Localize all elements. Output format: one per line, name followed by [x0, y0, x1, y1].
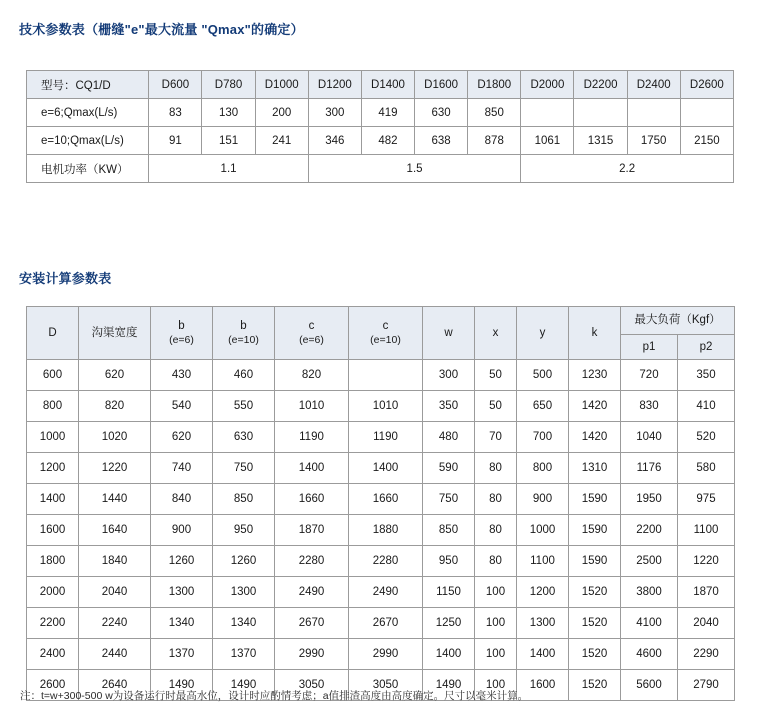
table-row [27, 422, 735, 453]
cell: 1870 [275, 515, 349, 546]
cell: 1200 [517, 577, 569, 608]
cell: 850 [213, 484, 275, 515]
cell: 2990 [275, 639, 349, 670]
header-d1800: D1800 [468, 71, 521, 99]
cell [574, 99, 627, 127]
cell: 1520 [569, 577, 621, 608]
cell: 1400 [517, 639, 569, 670]
cell: 820 [79, 391, 151, 422]
cell: 1150 [423, 577, 475, 608]
power-group-3: 2.2 [521, 155, 734, 183]
header-d2200: D2200 [574, 71, 627, 99]
cell: 1190 [349, 422, 423, 453]
cell: 630 [415, 99, 468, 127]
power-group-2: 1.5 [308, 155, 521, 183]
cell: 1520 [569, 639, 621, 670]
cell: 900 [151, 515, 213, 546]
cell: 2500 [621, 546, 678, 577]
table-row [27, 546, 735, 577]
table-row-power [27, 155, 734, 183]
cell: 2200 [621, 515, 678, 546]
cell: 1660 [275, 484, 349, 515]
header-k: k [569, 307, 621, 360]
cell: 975 [678, 484, 735, 515]
cell: 50 [475, 360, 517, 391]
cell: 638 [415, 127, 468, 155]
cell: 5600 [621, 670, 678, 701]
cell: 720 [621, 360, 678, 391]
table-header-row-group [27, 307, 735, 335]
cell: 2040 [678, 608, 735, 639]
cell: 1950 [621, 484, 678, 515]
cell: 1220 [678, 546, 735, 577]
header-d2000: D2000 [521, 71, 574, 99]
cell: 1400 [349, 453, 423, 484]
cell: 4100 [621, 608, 678, 639]
cell: 1420 [569, 422, 621, 453]
cell: 840 [151, 484, 213, 515]
cell: 1010 [275, 391, 349, 422]
cell: 1600 [517, 670, 569, 701]
cell: 1315 [574, 127, 627, 155]
header-c-e10 [349, 307, 423, 360]
cell: 100 [475, 577, 517, 608]
cell: 1600 [27, 515, 79, 546]
header-d600: D600 [149, 71, 202, 99]
cell: 1310 [569, 453, 621, 484]
cell: 2440 [79, 639, 151, 670]
table-row [27, 639, 735, 670]
cell: 1370 [151, 639, 213, 670]
header-d1200: D1200 [308, 71, 361, 99]
header-d780: D780 [202, 71, 255, 99]
cell: 750 [213, 453, 275, 484]
cell: 2280 [349, 546, 423, 577]
header-d2400: D2400 [627, 71, 680, 99]
cell: 2670 [349, 608, 423, 639]
cell [349, 360, 423, 391]
table-row [27, 608, 735, 639]
cell: 1370 [213, 639, 275, 670]
cell: 1840 [79, 546, 151, 577]
cell: 600 [27, 360, 79, 391]
cell: 1300 [517, 608, 569, 639]
cell: 1440 [79, 484, 151, 515]
cell: 1400 [27, 484, 79, 515]
cell: 1200 [27, 453, 79, 484]
installation-parameters-table [26, 306, 735, 701]
cell: 1520 [569, 670, 621, 701]
table-row [27, 99, 734, 127]
cell: 1000 [27, 422, 79, 453]
table-row [27, 577, 735, 608]
tech-section-title: 技术参数表（栅缝"e"最大流量 "Qmax"的确定） [19, 22, 304, 37]
cell: 241 [255, 127, 308, 155]
cell: 460 [213, 360, 275, 391]
cell: 346 [308, 127, 361, 155]
header-channel-width: 沟渠宽度 [79, 307, 151, 360]
cell: 2600 [27, 670, 79, 701]
cell: 200 [255, 99, 308, 127]
cell: 1010 [349, 391, 423, 422]
header-d1400: D1400 [361, 71, 414, 99]
cell: 50 [475, 391, 517, 422]
cell: 620 [79, 360, 151, 391]
cell: 550 [213, 391, 275, 422]
header-c-e6-condition: (e=6) [299, 334, 324, 346]
cell: 70 [475, 422, 517, 453]
cell: 1750 [627, 127, 680, 155]
technical-parameters-table [26, 70, 734, 183]
cell: 1340 [213, 608, 275, 639]
table-row [27, 127, 734, 155]
cell: 520 [678, 422, 735, 453]
cell: 1220 [79, 453, 151, 484]
cell: 590 [423, 453, 475, 484]
cell: 3800 [621, 577, 678, 608]
header-b-e10 [213, 307, 275, 360]
cell: 1260 [151, 546, 213, 577]
cell: 1300 [213, 577, 275, 608]
cell: 100 [475, 608, 517, 639]
cell: 130 [202, 99, 255, 127]
cell: 1660 [349, 484, 423, 515]
cell: 83 [149, 99, 202, 127]
cell: 1400 [423, 639, 475, 670]
cell: 500 [517, 360, 569, 391]
cell: 750 [423, 484, 475, 515]
header-b-e6-symbol: b [178, 319, 185, 332]
cell: 800 [27, 391, 79, 422]
cell: 1040 [621, 422, 678, 453]
table-note: 注：t=w+300-500 w为设备运行时最高水位，设计时应酌情考虑；a值排渣高度由高度确定。尺寸以毫米计算。 [20, 690, 529, 702]
cell: 3050 [349, 670, 423, 701]
cell: 300 [308, 99, 361, 127]
cell: 700 [517, 422, 569, 453]
cell: 1000 [517, 515, 569, 546]
cell: 1490 [423, 670, 475, 701]
cell: 1400 [275, 453, 349, 484]
cell: 2400 [27, 639, 79, 670]
cell [521, 99, 574, 127]
cell: 878 [468, 127, 521, 155]
cell: 430 [151, 360, 213, 391]
power-group-1: 1.1 [149, 155, 308, 183]
cell: 1020 [79, 422, 151, 453]
cell: 1300 [151, 577, 213, 608]
cell: 2790 [678, 670, 735, 701]
cell: 2240 [79, 608, 151, 639]
row-label-e10: e=10;Qmax(L/s) [27, 127, 149, 155]
table-header-row [27, 71, 734, 99]
cell: 1490 [213, 670, 275, 701]
cell: 1590 [569, 484, 621, 515]
cell: 410 [678, 391, 735, 422]
cell: 850 [468, 99, 521, 127]
header-max-load: 最大负荷（Kgf） [621, 307, 735, 335]
cell: 1800 [27, 546, 79, 577]
cell: 2200 [27, 608, 79, 639]
cell: 820 [275, 360, 349, 391]
cell: 1250 [423, 608, 475, 639]
cell: 2000 [27, 577, 79, 608]
cell: 1520 [569, 608, 621, 639]
cell: 2490 [275, 577, 349, 608]
cell: 80 [475, 515, 517, 546]
cell: 1340 [151, 608, 213, 639]
cell [680, 99, 733, 127]
header-c-e10-condition: (e=10) [370, 334, 401, 346]
table-row [27, 360, 735, 391]
cell: 100 [475, 670, 517, 701]
cell: 482 [361, 127, 414, 155]
cell: 2990 [349, 639, 423, 670]
cell: 2640 [79, 670, 151, 701]
header-y: y [517, 307, 569, 360]
cell: 1230 [569, 360, 621, 391]
header-c-e10-symbol: c [382, 319, 389, 332]
cell: 91 [149, 127, 202, 155]
header-c-e6 [275, 307, 349, 360]
cell: 2290 [678, 639, 735, 670]
cell: 1100 [678, 515, 735, 546]
cell: 830 [621, 391, 678, 422]
header-c-e6-symbol: c [308, 319, 315, 332]
table-row [27, 391, 735, 422]
cell: 350 [423, 391, 475, 422]
cell: 850 [423, 515, 475, 546]
cell: 950 [213, 515, 275, 546]
cell: 580 [678, 453, 735, 484]
cell: 1061 [521, 127, 574, 155]
header-b-e10-symbol: b [240, 319, 247, 332]
cell: 1100 [517, 546, 569, 577]
header-d2600: D2600 [680, 71, 733, 99]
header-w: w [423, 307, 475, 360]
cell: 540 [151, 391, 213, 422]
cell: 2280 [275, 546, 349, 577]
cell: 630 [213, 422, 275, 453]
header-model: 型号：CQ1/D [27, 71, 149, 99]
cell: 800 [517, 453, 569, 484]
header-b-e6-condition: (e=6) [169, 334, 194, 346]
row-label-e6: e=6;Qmax(L/s) [27, 99, 149, 127]
cell: 1590 [569, 546, 621, 577]
header-b-e10-condition: (e=10) [228, 334, 259, 346]
cell: 100 [475, 639, 517, 670]
cell: 1880 [349, 515, 423, 546]
table-row [27, 515, 735, 546]
header-d1000: D1000 [255, 71, 308, 99]
header-d: D [27, 307, 79, 360]
cell: 480 [423, 422, 475, 453]
cell: 1590 [569, 515, 621, 546]
cell: 1490 [151, 670, 213, 701]
cell: 950 [423, 546, 475, 577]
cell: 650 [517, 391, 569, 422]
cell: 2040 [79, 577, 151, 608]
cell: 2490 [349, 577, 423, 608]
header-x: x [475, 307, 517, 360]
table-row [27, 453, 735, 484]
cell: 1176 [621, 453, 678, 484]
cell: 620 [151, 422, 213, 453]
cell: 350 [678, 360, 735, 391]
cell: 1420 [569, 391, 621, 422]
header-d1600: D1600 [415, 71, 468, 99]
cell: 80 [475, 484, 517, 515]
cell [627, 99, 680, 127]
cell: 419 [361, 99, 414, 127]
row-label-power: 电机功率（KW） [27, 155, 149, 183]
header-b-e6 [151, 307, 213, 360]
table-row [27, 484, 735, 515]
cell: 2150 [680, 127, 733, 155]
cell: 300 [423, 360, 475, 391]
install-section-title: 安装计算参数表 [19, 271, 112, 286]
cell: 151 [202, 127, 255, 155]
cell: 4600 [621, 639, 678, 670]
cell: 1190 [275, 422, 349, 453]
cell: 80 [475, 453, 517, 484]
header-p1: p1 [621, 334, 678, 359]
header-p2: p2 [678, 334, 735, 359]
cell: 1870 [678, 577, 735, 608]
cell: 740 [151, 453, 213, 484]
cell: 1640 [79, 515, 151, 546]
cell: 3050 [275, 670, 349, 701]
cell: 900 [517, 484, 569, 515]
cell: 2670 [275, 608, 349, 639]
cell: 1260 [213, 546, 275, 577]
cell: 80 [475, 546, 517, 577]
